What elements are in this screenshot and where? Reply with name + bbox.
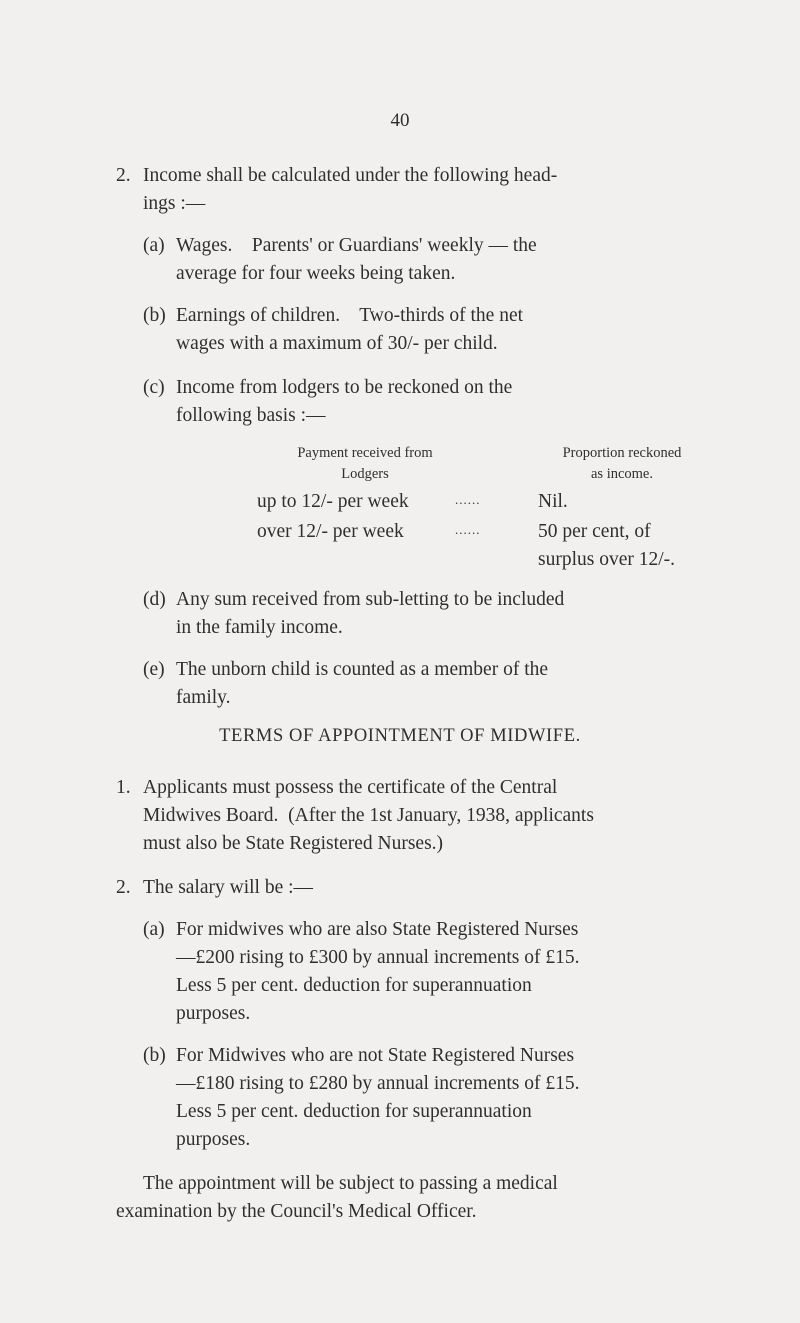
- table-col1-header-line2: Lodgers: [341, 466, 389, 482]
- item-d-line1: Any sum received from sub-letting to be included: [176, 589, 565, 610]
- salary-a-line4: purposes.: [176, 1003, 251, 1024]
- closing-line1: The appointment will be subject to passing a medical: [143, 1173, 558, 1194]
- item-e-label: (e): [143, 659, 165, 680]
- income-intro-line1: Income shall be calculated under the following head-: [143, 165, 558, 186]
- item-a-label: (a): [143, 235, 165, 256]
- item-e-line1: The unborn child is counted as a member of the: [176, 659, 549, 680]
- salary-a-line3: Less 5 per cent. deduction for superannuation: [176, 975, 532, 996]
- table-col2-header-line2: as income.: [590, 466, 653, 482]
- item-e-line2: family.: [176, 687, 231, 708]
- salary-a-line2: —£200 rising to £300 by annual increments of £15.: [176, 947, 580, 968]
- table-row2-proportion-line2: surplus over 12/-.: [538, 549, 676, 570]
- item-c-line1: Income from lodgers to be reckoned on the: [176, 377, 513, 398]
- item-d-line2: in the family income.: [176, 617, 343, 638]
- page-number: 40: [390, 110, 410, 131]
- terms-item1-line3: must also be State Registered Nurses.): [143, 833, 444, 854]
- closing-line2: examination by the Council's Medical Officer.: [116, 1201, 477, 1222]
- item-a-line2: average for four weeks being taken.: [176, 263, 456, 284]
- income-intro-line2: ings :—: [143, 193, 206, 214]
- salary-b-line4: purposes.: [176, 1129, 251, 1150]
- income-item-number: 2.: [116, 165, 131, 186]
- table-col1-header-line1: Payment received from: [297, 445, 433, 461]
- salary-b-line1: For Midwives who are not State Registered Nurses: [176, 1045, 575, 1066]
- salary-b-line3: Less 5 per cent. deduction for superannuation: [176, 1101, 532, 1122]
- item-b-line1: Earnings of children. Two-thirds of the net: [176, 305, 524, 326]
- terms-item2-line1: The salary will be :—: [143, 877, 314, 898]
- item-b-line2: wages with a maximum of 30/- per child.: [176, 333, 498, 354]
- item-a-line1: Wages. Parents' or Guardians' weekly — the: [176, 235, 537, 256]
- terms-item2-number: 2.: [116, 877, 131, 898]
- terms-item1-line2: Midwives Board. (After the 1st January, 1938, applicants: [143, 805, 594, 826]
- terms-item1-number: 1.: [116, 777, 131, 798]
- table-col2-header-line1: Proportion reckoned: [562, 445, 682, 461]
- salary-a-line1: For midwives who are also State Registered Nurses: [176, 919, 579, 940]
- table-row1-leader: ......: [455, 492, 481, 507]
- salary-a-label: (a): [143, 919, 165, 940]
- table-row2-leader: ......: [455, 522, 481, 537]
- table-row2-payment: over 12/- per week: [257, 521, 404, 542]
- item-c-label: (c): [143, 377, 165, 398]
- item-c-line2: following basis :—: [176, 405, 326, 426]
- table-row1-proportion: Nil.: [538, 491, 568, 512]
- section-heading: TERMS OF APPOINTMENT OF MIDWIFE.: [219, 726, 581, 746]
- table-row1-payment: up to 12/- per week: [257, 491, 409, 512]
- table-row2-proportion-line1: 50 per cent, of: [538, 521, 651, 542]
- item-b-label: (b): [143, 305, 166, 326]
- salary-b-line2: —£180 rising to £280 by annual increments of £15.: [176, 1073, 580, 1094]
- salary-b-label: (b): [143, 1045, 166, 1066]
- item-d-label: (d): [143, 589, 166, 610]
- terms-item1-line1: Applicants must possess the certificate of the Central: [143, 777, 558, 798]
